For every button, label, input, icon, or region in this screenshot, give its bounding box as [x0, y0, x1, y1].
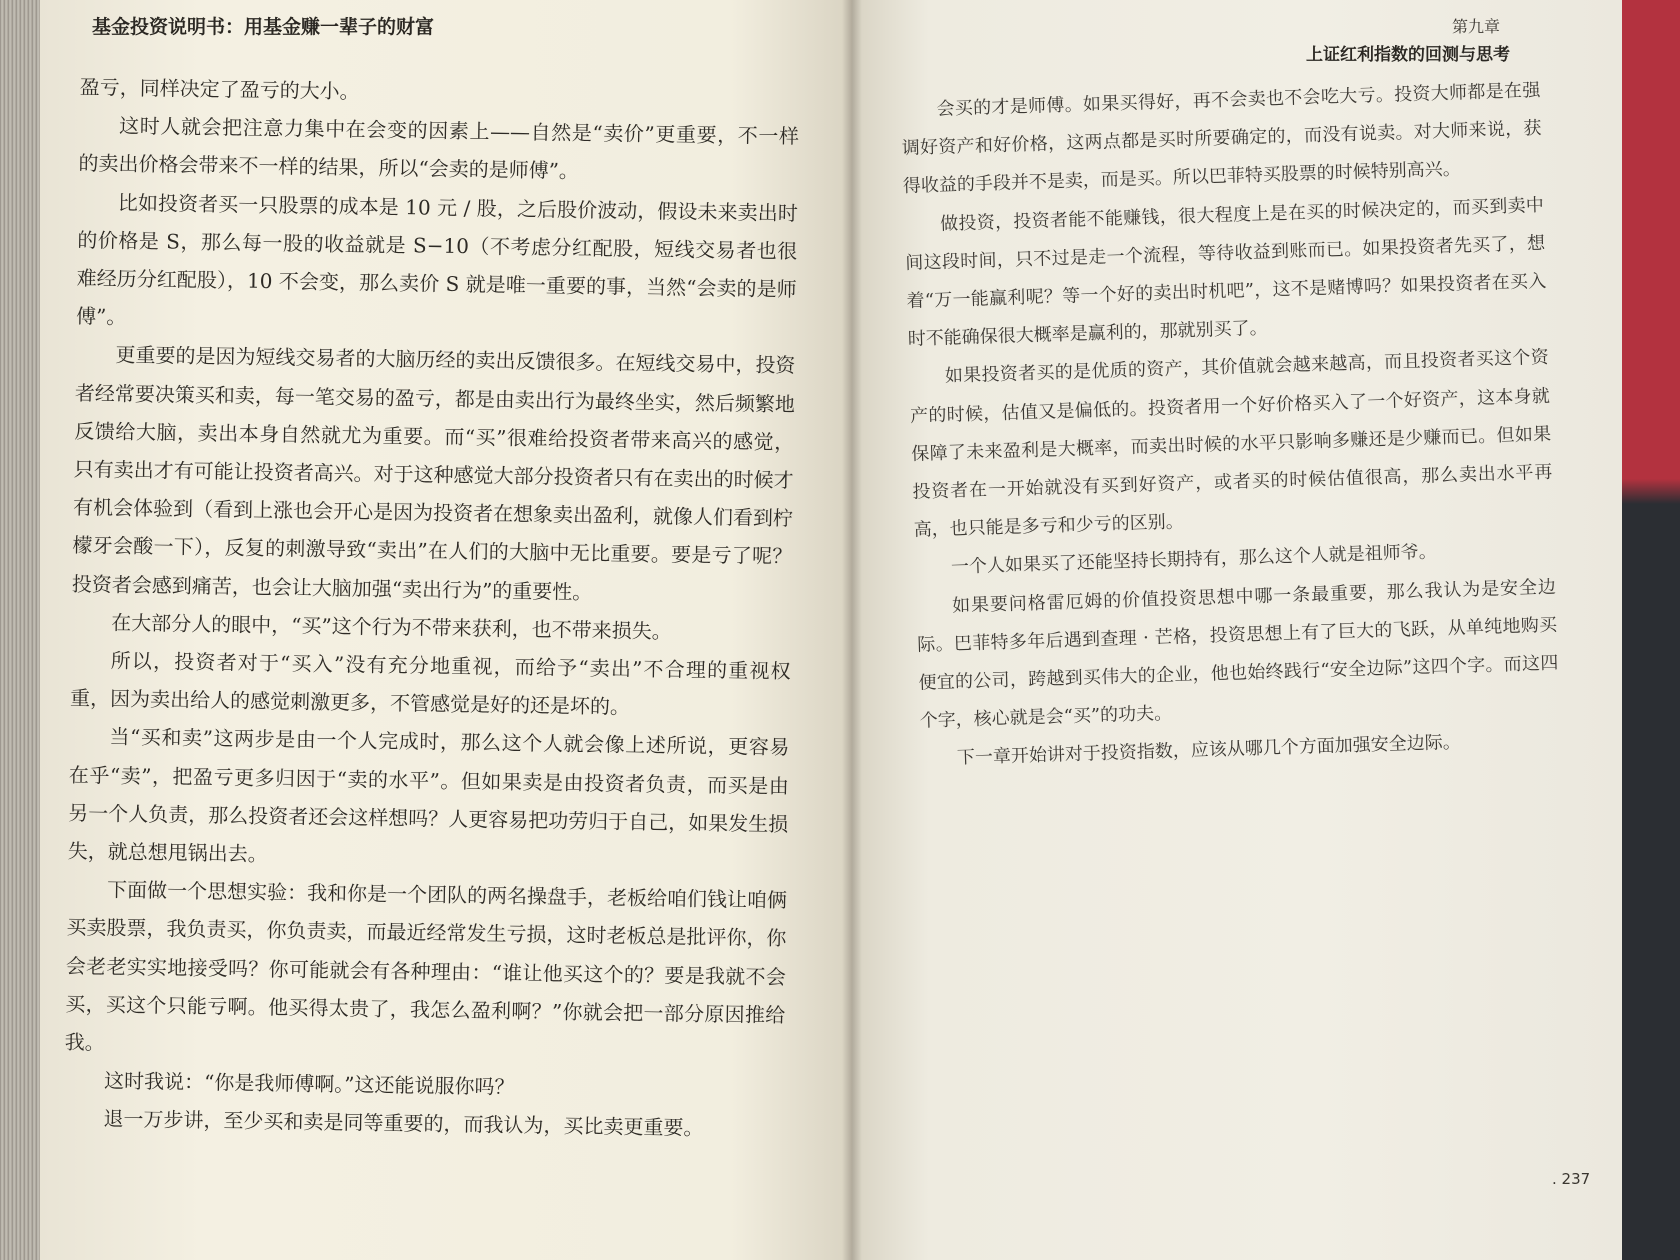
paragraph: 一个人如果买了还能坚持长期持有，那么这个人就是祖师爷。: [950, 541, 1438, 579]
paragraph: 如果投资者买的是优质的资产，其价值就会越来越高，而且投资者买这个资产的时候，估值又是偏低的。投资者用一个好价格买入了一个好资产，这本身就保障了未来盈利是大概率，而卖出时候的水平只影响多赚还是少赚而已。但如果投资者在一开始就没有买到好资产，或者买的时候估值很高，那么卖出水平再高，也只能是多亏和少亏的区别。: [909, 347, 1553, 542]
book-cover-edge: [1622, 0, 1680, 1260]
running-head-chapter-title: 上证红利指数的回测与思考: [1306, 45, 1510, 65]
paragraph: 如果要问格雷厄姆的价值投资思想中哪一条最重要，那么我认为是安全边际。巴菲特多年后遇到查理 · 芒格，投资思想上有了巨大的飞跃，从单纯地购买便宜的公司，跨越到买伟大的企业，他也始终践行“安全边际”这四个字。而这四个字，核心就是会“买”的功夫。: [917, 576, 1559, 732]
paragraph: 做投资，投资者能不能赚钱，很大程度上是在买的时候决定的，而买到卖中间这段时间，只不过是走一个流程，等待收益到账而已。如果投资者先买了，想着“万一能赢利呢？等一个好的卖出时机吧”，这不是赌博吗？如果投资者在买入时不能确保很大概率是赢利的，那就别买了。: [905, 194, 1547, 351]
paragraph: 退一万步讲，至少买和卖是同等重要的，而我认为，买比卖更重要。: [103, 1106, 704, 1141]
paragraph: 这时人就会把注意力集中在会变的因素上——自然是“卖价”更重要，不一样的卖出价格会带来不一样的结果，所以“会卖的是师傅”。: [78, 113, 800, 184]
paragraph: 比如投资者买一只股票的成本是 10 元 / 股，之后股价波动，假设未来卖出时的价格是 S，那么每一股的收益就是 S−10（不考虑分红配股，短线交易者也很难经历分红配股），10 不会变，那么卖价 S 就是唯一重要的事，当然“会卖的是师傅”。: [75, 190, 799, 329]
left-page-body: [63, 68, 800, 1149]
running-head-book-title: 基金投资说明书：用基金赚一辈子的财富: [92, 16, 435, 38]
page-number: . 237: [1552, 1170, 1591, 1188]
running-head-chapter: 第九章: [1451, 17, 1500, 36]
paragraph: 所以，投资者对于“买入”没有充分地重视，而给予“卖出”不合理的重视权重，因为卖出给人的感觉刺激更多，不管感觉是好的还是坏的。: [69, 648, 791, 719]
paragraph: 更重要的是因为短线交易者的大脑历经的卖出反馈很多。在短线交易中，投资者经常要决策买和卖，每一笔交易的盈亏，都是由卖出行为最终坐实，然后频繁地反馈给大脑，卖出本身自然就尤为重要。而“买”很难给投资者带来高兴的感觉，只有卖出才有可能让投资者高兴。对于这种感觉大部分投资者只有在卖出的时候才有机会体验到（看到上涨也会开心是因为投资者在想象卖出盈利，就像人们看到柠檬牙会酸一下），反复的刺激导致“卖出”在人们的大脑中无比重要。要是亏了呢？投资者会感到痛苦，也会让大脑加强“卖出行为”的重要性。: [71, 343, 796, 604]
paragraph: 下面做一个思想实验：我和你是一个团队的两名操盘手，老板给咱们钱让咱俩买卖股票，我负责买，你负责卖，而最近经常发生亏损，这时老板总是批评你，你会老老实实地接受吗？你可能就会有各种理由：“谁让他买这个的？要是我就不会买，买这个只能亏啊。他买得太贵了，我怎么盈利啊？”你就会把一部分原因推给我。: [64, 877, 788, 1055]
paragraph: 下一章开始讲对于投资指数，应该从哪几个方面加强安全边际。: [956, 732, 1462, 769]
paragraph: 会买的才是师傅。如果买得好，再不会卖也不会吃大亏。投资大师都是在强调好资产和好价格，这两点都是买时所要确定的，而没有说卖。对大师来说，获得收益的手段并不是卖，而是买。所以巴菲特买股票的时候特别高兴。: [901, 79, 1542, 198]
paragraph: 当“买和卖”这两步是由一个人完成时，那么这个人就会像上述所说，更容易在乎“卖”，把盈亏更多归因于“卖的水平”。但如果卖是由投资者负责，而买是由另一个人负责，那么投资者还会这样想吗？人更容易把功劳归于自己，如果发生损失，就总想甩锅出去。: [67, 725, 790, 867]
paragraph: 盈亏，同样决定了盈亏的大小。: [79, 74, 360, 104]
book-gutter: [842, 0, 862, 1260]
right-page-body: [900, 72, 1561, 779]
paragraph: 这时我说：“你是我师傅啊。”这还能说服你吗？: [103, 1068, 515, 1100]
paragraph: 在大部分人的眼中，“买”这个行为不带来获利，也不带来损失。: [111, 610, 672, 644]
